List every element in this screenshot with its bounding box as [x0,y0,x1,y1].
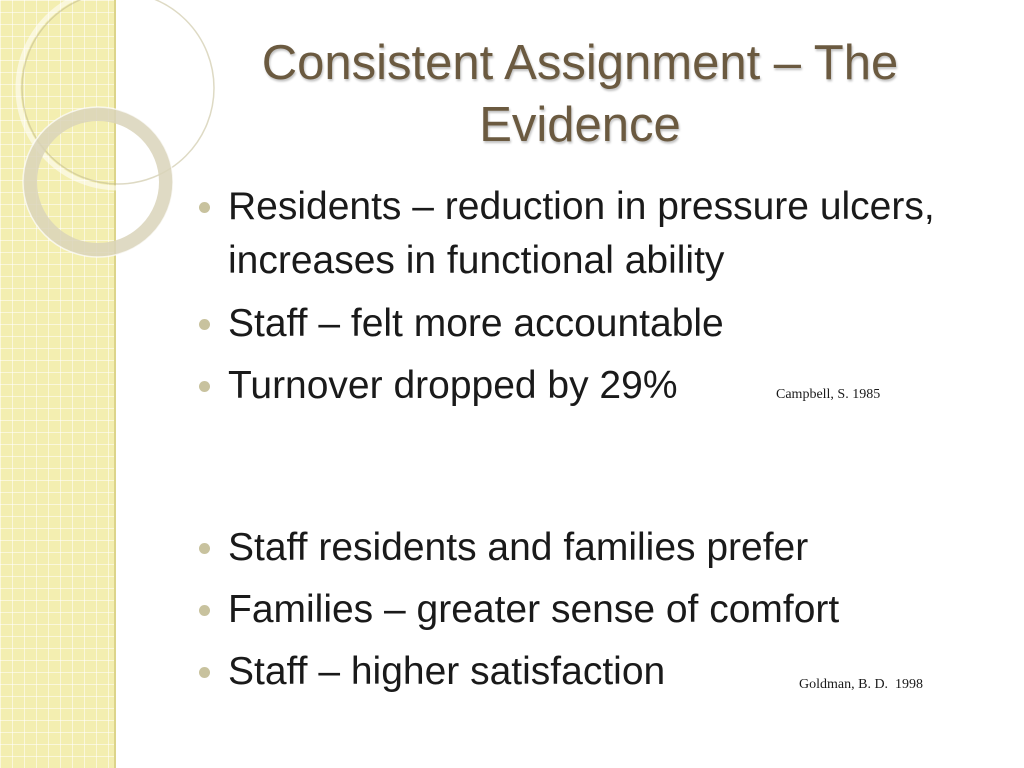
bullet-dot-icon [199,667,210,678]
citation: Campbell, S. 1985 [776,387,881,402]
bullet-dot-icon [199,381,210,392]
bullet-text: Staff residents and families prefer [228,526,809,569]
slide-title: Consistent Assignment – The Evidence [261,36,899,152]
bullet-item [199,297,959,351]
bullet-item [199,521,959,575]
bullet-dot-icon [199,202,210,213]
bullet-text: Residents – reduction in pressure ulcers, increases in functional ability [228,185,935,282]
bullet-text: Turnover dropped by 29% [228,364,678,407]
bullet-text: Staff – felt more accountable [228,302,724,345]
bullet-dot-icon [199,605,210,616]
bullet-item [199,583,959,637]
bullet-item [199,180,959,288]
bullet-text: Families – greater sense of comfort [228,588,840,631]
bullet-item [199,359,959,413]
bullet-dot-icon [199,319,210,330]
bullet-text: Staff – higher satisfaction [228,650,666,693]
citation: Goldman, B. D. 1998 [799,677,924,692]
bullet-dot-icon [199,543,210,554]
